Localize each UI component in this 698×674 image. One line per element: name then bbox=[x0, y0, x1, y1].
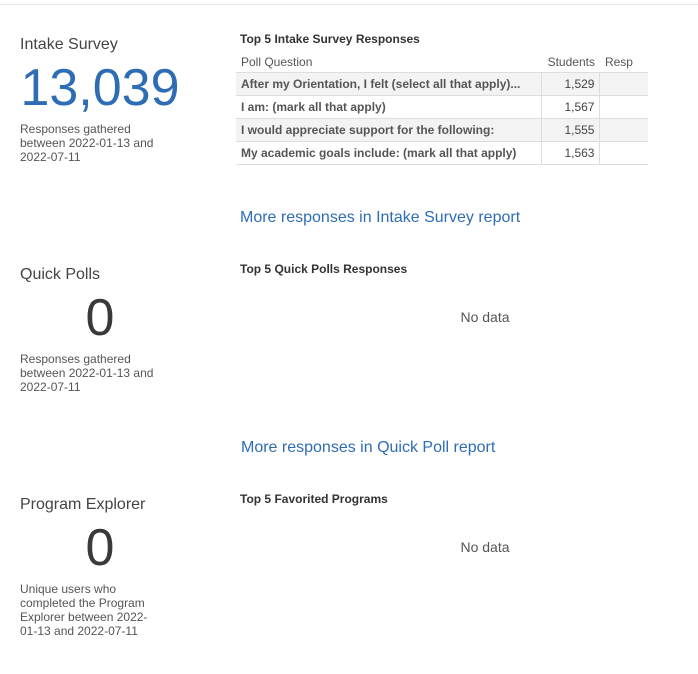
intake-panel-title: Top 5 Intake Survey Responses bbox=[240, 32, 420, 46]
students-cell: 1,529 bbox=[542, 73, 600, 96]
program-explorer-metric bbox=[20, 496, 200, 638]
quick-polls-no-data: No data bbox=[460, 309, 510, 325]
quick-polls-note: Responses gathered between 2022-01-13 and 2022-07-11 bbox=[20, 352, 154, 394]
table-row bbox=[236, 119, 648, 142]
column-header-poll-question[interactable]: Poll Question bbox=[241, 55, 313, 69]
students-cell: 1,563 bbox=[542, 142, 600, 165]
responses-cell bbox=[600, 119, 648, 142]
table-row bbox=[236, 96, 648, 119]
quick-polls-metric bbox=[20, 266, 200, 394]
poll-question-cell: I am: (mark all that apply) bbox=[236, 96, 542, 119]
students-cell: 1,567 bbox=[542, 96, 600, 119]
column-header-students[interactable]: Students bbox=[547, 55, 595, 69]
responses-cell bbox=[600, 142, 648, 165]
favorited-programs-no-data: No data bbox=[460, 539, 510, 555]
column-header-responses[interactable]: Resp bbox=[604, 55, 633, 69]
table-row bbox=[236, 73, 648, 96]
intake-responses-table bbox=[236, 52, 648, 165]
program-explorer-note: Unique users who completed the Program Explorer between 2022-01-13 and 2022-07-11 bbox=[20, 582, 148, 638]
responses-cell bbox=[600, 96, 648, 119]
table-header-row bbox=[236, 52, 648, 73]
quick-polls-panel-title: Top 5 Quick Polls Responses bbox=[240, 262, 408, 276]
responses-cell bbox=[600, 73, 648, 96]
quick-polls-count: 0 bbox=[85, 289, 115, 347]
intake-survey-note: Responses gathered between 2022-01-13 and 2022-07-11 bbox=[20, 122, 154, 164]
intake-survey-title: Intake Survey bbox=[20, 36, 118, 53]
table-row bbox=[236, 142, 648, 165]
quick-poll-report-link[interactable]: More responses in Quick Poll report bbox=[241, 439, 496, 456]
poll-question-cell: My academic goals include: (mark all that apply) bbox=[236, 142, 542, 165]
program-explorer-count: 0 bbox=[85, 519, 115, 577]
students-cell: 1,555 bbox=[542, 119, 600, 142]
intake-survey-count: 13,039 bbox=[20, 59, 180, 117]
favorited-programs-panel-title: Top 5 Favorited Programs bbox=[240, 492, 388, 506]
intake-survey-report-link[interactable]: More responses in Intake Survey report bbox=[240, 209, 521, 226]
poll-question-cell: After my Orientation, I felt (select all that apply)... bbox=[236, 73, 542, 96]
poll-question-cell: I would appreciate support for the following: bbox=[236, 119, 542, 142]
program-explorer-title: Program Explorer bbox=[20, 496, 146, 513]
quick-polls-title: Quick Polls bbox=[20, 266, 101, 283]
